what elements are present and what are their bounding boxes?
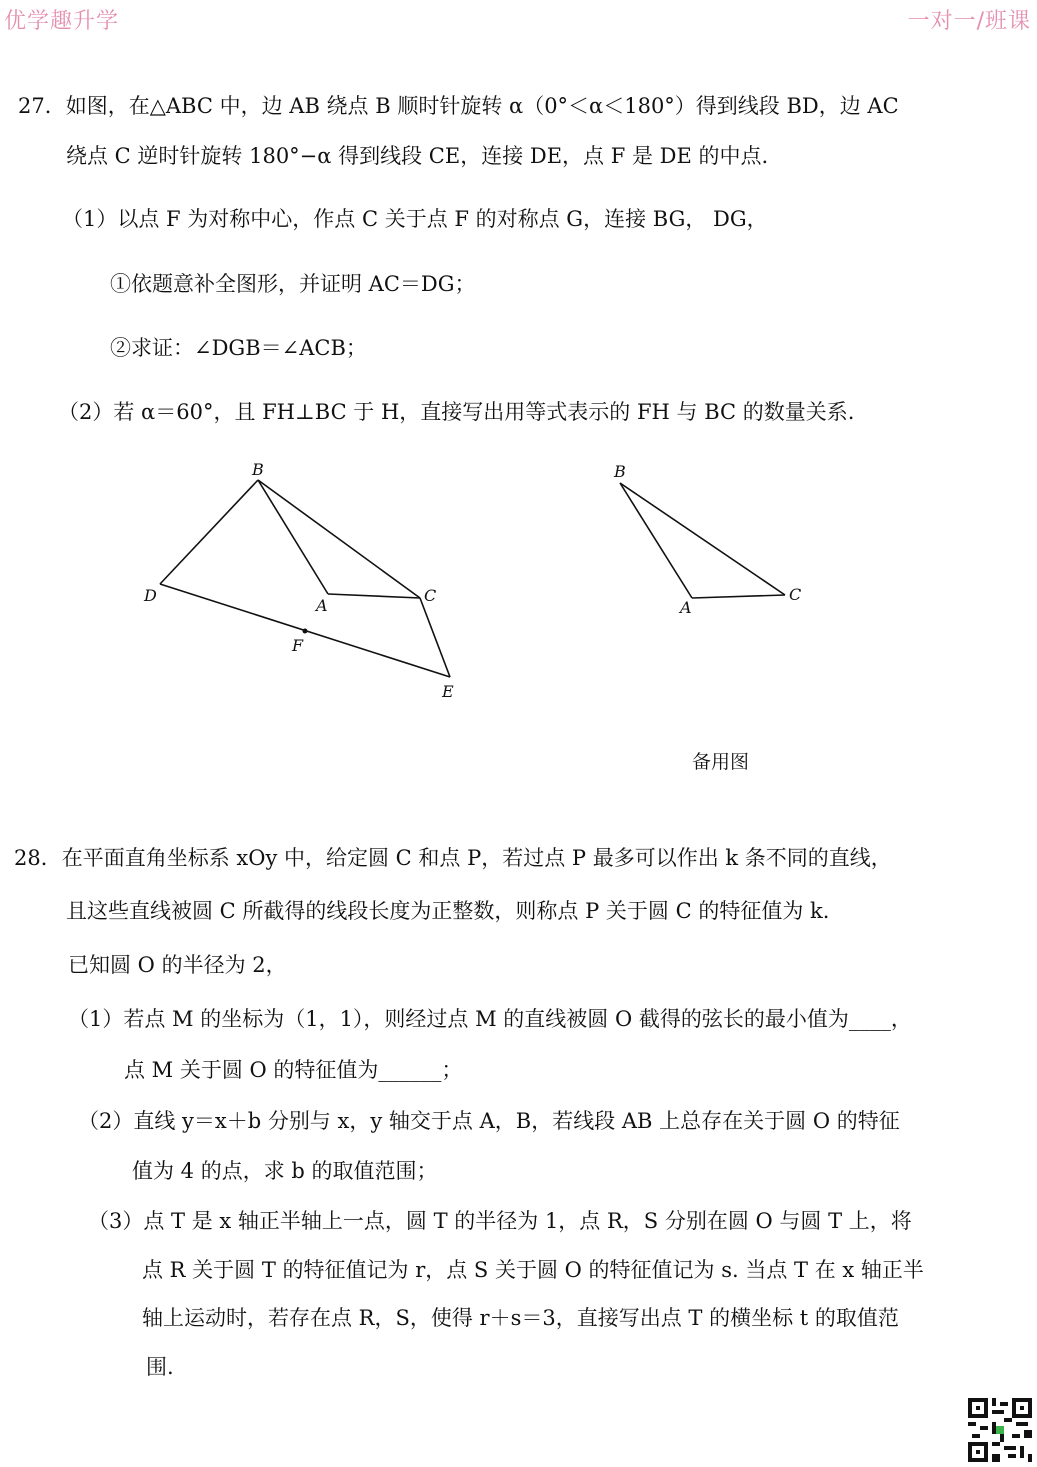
segment-bd	[160, 480, 258, 584]
q27-line2: 绕点 C 逆时针旋转 180°−α 得到线段 CE，连接 DE，点 F 是 DE 的中点.	[66, 144, 769, 168]
figure-spare-caption: 备用图	[692, 751, 750, 773]
q28-part2-b: 值为 4 的点，求 b 的取值范围；	[132, 1159, 438, 1183]
segment-ba	[258, 480, 328, 594]
label-a: A	[316, 596, 328, 615]
q27-part1: （1）以点 F 为对称中心，作点 C 关于点 F 的对称点 G，连接 BG， DG，	[62, 207, 768, 231]
label-c: C	[424, 586, 437, 605]
q28-part3-d: 围.	[146, 1355, 174, 1379]
spare-label-c: C	[789, 585, 802, 604]
q27-part1a: ①依题意补全图形，并证明 AC＝DG；	[110, 272, 476, 296]
watermark-right: 一对一/班课	[907, 9, 1031, 34]
spare-label-a: A	[680, 598, 692, 617]
q28-part3-c: 轴上运动时，若存在点 R，S，使得 r＋s＝3，直接写出点 T 的横坐标 t 的取值范	[142, 1306, 899, 1330]
label-d: D	[144, 586, 157, 605]
figure-spare	[600, 455, 820, 630]
spare-segment-bc	[620, 483, 785, 595]
spare-segment-ba	[620, 483, 692, 598]
q28-part3-b: 点 R 关于圆 T 的特征值记为 r，点 S 关于圆 O 的特征值记为 s. 当点 T 在 x 轴正半	[142, 1258, 924, 1282]
q28-part1-a: （1）若点 M 的坐标为（1，1），则经过点 M 的直线被圆 O 截得的弦长的最小值为____，	[68, 1007, 912, 1031]
spare-label-b: B	[614, 462, 626, 481]
q27-part2: （2）若 α＝60°，且 FH⊥BC 于 H，直接写出用等式表示的 FH 与 BC 的数量关系.	[58, 400, 855, 424]
q27-line1: 27．如图，在△ABC 中，边 AB 绕点 B 顺时针旋转 α（0°＜α＜180°）得到线段 BD，边 AC	[18, 94, 899, 118]
q28-part1-b: 点 M 关于圆 O 的特征值为______；	[124, 1058, 463, 1082]
q28-part3-a: （3）点 T 是 x 轴正半轴上一点，圆 T 的半径为 1，点 R，S 分别在圆 O 与圆 T 上，将	[88, 1209, 912, 1233]
point-f	[303, 629, 308, 634]
q27-part1b: ②求证：∠DGB＝∠ACB；	[110, 336, 367, 360]
label-e: E	[442, 682, 454, 701]
segment-ce	[420, 598, 450, 677]
watermark-left: 优学趣升学	[4, 9, 120, 34]
qr-code-icon	[968, 1398, 1032, 1462]
segment-bc	[258, 480, 420, 598]
figure-main	[130, 455, 490, 705]
label-f: F	[292, 636, 304, 655]
segment-ac	[328, 594, 420, 598]
spare-segment-ac	[692, 595, 785, 598]
label-b: B	[252, 460, 264, 479]
q28-part2-a: （2）直线 y＝x＋b 分别与 x，y 轴交于点 A，B，若线段 AB 上总存在关于圆 O 的特征	[78, 1109, 900, 1133]
q28-line1: 28．在平面直角坐标系 xOy 中，给定圆 C 和点 P，若过点 P 最多可以作出 k 条不同的直线，	[14, 846, 892, 870]
q28-line3: 已知圆 O 的半径为 2，	[68, 953, 287, 977]
q28-line2: 且这些直线被圆 C 所截得的线段长度为正整数，则称点 P 关于圆 C 的特征值为 k.	[66, 899, 830, 923]
